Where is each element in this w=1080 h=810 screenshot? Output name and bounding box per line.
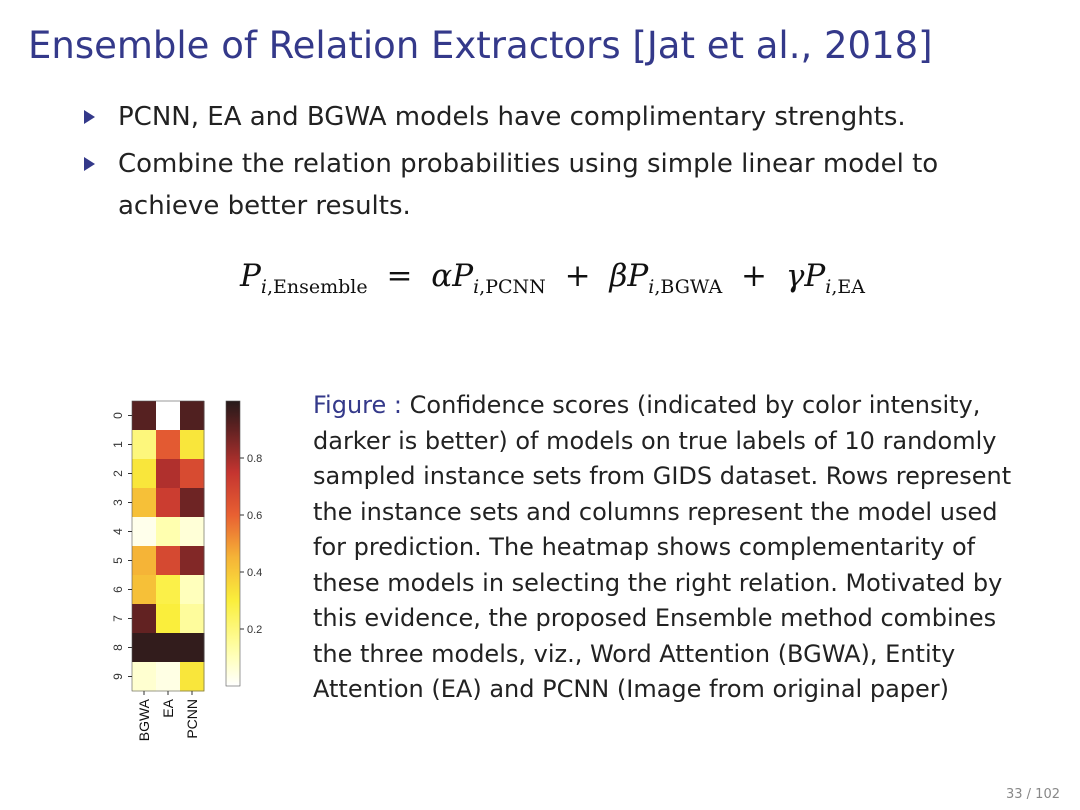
lhs-sub-label: ,Ensemble (266, 276, 368, 298)
row-tick-label: 1 (111, 441, 125, 448)
term-sub-index: i (825, 276, 832, 298)
figure-label: Figure : (313, 391, 402, 419)
term-sub-label: ,EA (831, 276, 865, 298)
bullet-text: PCNN, EA and BGWA models have complimentary strenghts. (118, 102, 906, 132)
lhs-variable: P (240, 258, 261, 294)
heatmap-cell (132, 517, 157, 547)
slide-title: Ensemble of Relation Extractors [Jat et al., 2018] (28, 24, 933, 67)
plus-sign: + (741, 258, 768, 294)
heatmap-cell (156, 546, 181, 576)
heatmap-cell (132, 546, 157, 576)
page-number: 33 / 102 (1006, 787, 1060, 802)
figure-caption (313, 388, 1013, 708)
colorbar-tick-label: 0.2 (247, 624, 263, 636)
column-label: EA (160, 699, 176, 718)
colorbar-tick-label: 0.8 (247, 453, 263, 465)
heatmap-cell (156, 662, 181, 692)
bullet-arrow-icon (84, 110, 95, 124)
colorbar-tick-label: 0.6 (247, 510, 263, 522)
bullet-list (84, 96, 1034, 232)
row-tick-label: 5 (111, 557, 125, 564)
heatmap-cell (180, 488, 205, 518)
heatmap-cell (180, 633, 205, 663)
heatmap-cell (180, 575, 205, 605)
row-tick-label: 3 (111, 499, 125, 506)
coef-alpha: α (431, 258, 453, 294)
term-sub-label: ,BGWA (654, 276, 723, 298)
plus-sign: + (564, 258, 591, 294)
coef-beta: β (609, 258, 628, 294)
heatmap-cell (132, 401, 157, 431)
column-label: PCNN (184, 699, 200, 739)
lhs-sub-index: i (260, 276, 267, 298)
caption-text: Confidence scores (indicated by color intensity, darker is better) of models on true labels of 10 randomly sampled instance sets from GIDS dataset. Rows represent the instance sets and columns represent the model used for prediction. The heatmap shows complementarity of these models in selecting the right relation. Motivated by this evidence, the proposed Ensemble method combines the three models, viz., Word Attention (BGWA), Entity Attention (EA) and PCNN (Image from original paper) (313, 391, 1012, 703)
term-variable: P (452, 258, 474, 294)
row-tick-label: 4 (111, 528, 125, 535)
heatmap-cell (156, 488, 181, 518)
column-label: BGWA (136, 699, 152, 742)
heatmap-cell (180, 546, 205, 576)
heatmap-cell (156, 430, 181, 460)
heatmap-cell (180, 604, 205, 634)
heatmap-cell (132, 459, 157, 489)
heatmap-cell (156, 633, 181, 663)
heatmap-cell (180, 401, 205, 431)
heatmap-cell (132, 575, 157, 605)
term-sub-index: i (473, 276, 480, 298)
row-tick-label: 0 (111, 412, 125, 419)
term-variable: P (804, 258, 826, 294)
heatmap-cell (132, 662, 157, 692)
row-tick-label: 6 (111, 586, 125, 593)
bullet-text: Combine the relation probabilities using simple linear model to achieve better results. (118, 149, 939, 221)
bullet-arrow-icon (84, 157, 95, 171)
heatmap-cell (180, 662, 205, 692)
bullet-item (84, 143, 1034, 227)
row-tick-label: 7 (111, 615, 125, 622)
heatmap-cell (132, 633, 157, 663)
colorbar-tick-label: 0.4 (247, 567, 263, 579)
heatmap-cell (156, 401, 181, 431)
heatmap-cell (180, 517, 205, 547)
heatmap-cell (156, 604, 181, 634)
heatmap-cell (156, 575, 181, 605)
heatmap-cell (156, 517, 181, 547)
term-variable: P (627, 258, 649, 294)
colorbar (226, 401, 240, 686)
heatmap-cell (180, 459, 205, 489)
bullet-item (84, 96, 1034, 138)
row-tick-label: 8 (111, 644, 125, 651)
coef-gamma: γ (785, 258, 805, 294)
row-tick-label: 9 (111, 673, 125, 680)
heatmap-cell (132, 488, 157, 518)
confidence-heatmap (80, 385, 280, 755)
term-sub-index: i (648, 276, 655, 298)
ensemble-equation (240, 258, 865, 298)
term-sub-label: ,PCNN (479, 276, 546, 298)
heatmap-cell (180, 430, 205, 460)
heatmap-cell (132, 430, 157, 460)
row-tick-label: 2 (111, 470, 125, 477)
heatmap-cell (132, 604, 157, 634)
heatmap-cell (156, 459, 181, 489)
equals-sign: = (386, 258, 413, 294)
